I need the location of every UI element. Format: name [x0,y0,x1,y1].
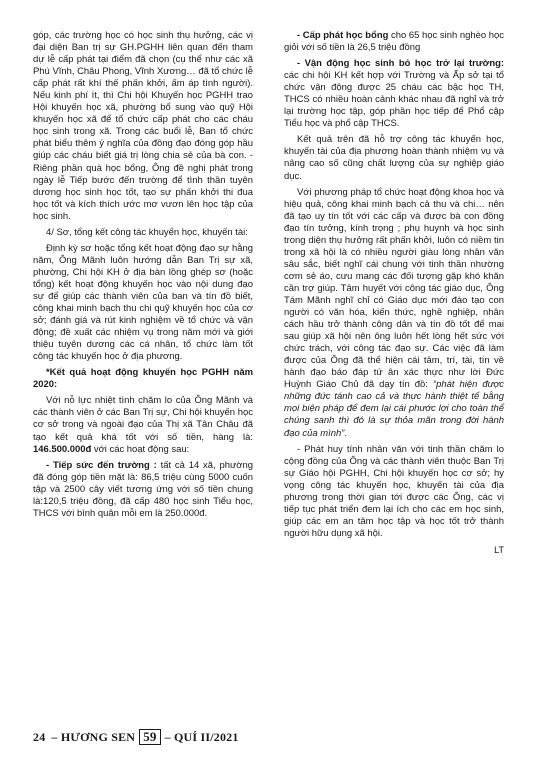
text-run: . [344,427,347,439]
item-label: - Vận động học sinh bỏ học trở lại trường: [297,58,504,70]
text-run: với các hoạt động sau: [91,443,190,455]
total-amount: 146.500.000đ [33,443,92,455]
paragraph: Định kỳ sơ hoặc tổng kết hoạt động đạo sự hằng năm, Ông Mãnh luôn hướng dẫn Ban Trị sự xã, phường, Chi hội KH ở địa bàn lồng ghép sơ (hoặc tổng) kết hoạt động khuyến học vào nội dung đạo sự để giúp các thành viên của ban và tín đồ biết, công khai minh bạch thu chi quỹ khuyến học của cơ sở; đánh giá và rút kinh nghiệm về tổ chức và vận động; đề xuất các nhiệm vụ trong năm mới và giới thiệu tuyên dương các cá nhân, tổ chức làm tốt công tác khuyến học ở địa phương. [33,242,253,363]
left-column [33,30,253,524]
paragraph: - Phát huy tính nhân văn với tinh thần chăm lo cộng đồng của Ông và các thành viên thuộc Ban Trị sự Giáo hội PGHH, Chi hội khuyến học cơ sở; hy vọng công tác khuyến học, khuyến tài của địa phương trong thời gian tới được các Ông, các vị tiếp tục phát triển đem lại ích cho các em học sinh, giúp các em an tâm học tập và học tốt trở thành người hữu dụng xã hội. [284,443,504,539]
section-heading: 4/ Sơ, tổng kết công tác khuyến học, khuyến tài: [46,226,248,238]
paragraph [284,187,504,440]
text-run: cho 65 học sinh nghèo học giỏi với số tiền là 26,5 triệu đồng [284,30,504,54]
right-column [284,30,504,556]
page-number: 24 [33,729,46,744]
footer-dash: – [51,729,58,744]
quote: “phát hiện được những đức tánh cao cả và thực hành thiệt tế bằng mọi biện pháp để đem lại cái phước lợi cho toàn thể chúng sanh thì đó là sự thỏa mãn trong đời hành đạo của mình” [284,379,504,439]
issue-number: 59 [139,729,160,745]
footer-dash: – [164,729,171,744]
text-run: các chi hội KH kết hợp với Trường và Ấp sở tại tổ chức vận động được 25 cháu các bậc học TH, THCS có nhiều hoàn cảnh khác nhau đã nghỉ và trở lại trường học tập, góp phần học tiếp để Phổ cập Tiểu học và phổ cập THCS. [284,70,504,130]
paragraph [284,30,504,54]
item-label: - Tiếp sức đến trường : [46,459,157,471]
text-run: Với phương pháp tổ chức hoạt động khoa học và hiệu quả, công khai minh bạch cả thu và chi… nên đã tạo uy tín tốt với các cấp và được bà con đồng đạo tín tưởng, kính trọng ; phụ huynh và học sinh trong diện thụ hưởng rất phấn khởi, luôn có niềm tin trong xã hội là có nhiều người giàu lòng nhân văn sâu sắc, biết nghĩ cái chung với tinh thần nhường cơm sẻ áo, cưu mang các đối tượng gặp khó khăn cần trợ giúp. Tâm huyết với công tác giáo dục, Ông Tám Mãnh nghĩ chỉ có Giáo dục mới đào tạo con người có văn hóa, kiến thức, nghề nghiệp, nhân cách hầu trở thành công dân và tín đồ tốt để mai sau giúp xã hội nên ông luôn hết lòng hết sức với chức trách, với công tác đạo sự. Các việc đã làm được của Ông đã thể hiện cái tâm, trí, tài, tín về hành đạo báo đáp tứ ân xác thực như lời Đức Huỳnh Giáo Chủ đã dạy tín đồ: [284,186,504,391]
item-label: - Cấp phát học bổng [297,30,389,41]
magazine-name: HƯƠNG SEN [60,729,136,744]
page-footer [33,729,239,745]
paragraph: góp, các trường học có học sinh thụ hưởng, các vị đại diện Ban trị sự GH.PGHH liên quan đến tham dự lễ cấp phát tại điểm đã chọn (cụ thể như các xã Phú Vĩnh, Châu Phong, Vĩnh Xương… đã tổ chức lễ cấp phát rất khí thế phấn khởi, ấm áp tình người). Nếu kinh phí ít, thì Chi hội Khuyến học PGHH trao Hội khuyến học xã, phường bổ sung vào quỹ Hội khuyến học xã để tổ chức cấp phát cho các cháu học sinh trong xã. Trong các buổi lễ, Ban tổ chức phát biểu thêm ý nghĩa của đồng đạo đóng góp hầu giúp các cháu biết giá trị lòng chia sẻ của bà con. - Riêng phần quà học bổng, Ông đề nghị phát trong ngày lễ Tiếp bước đến trường để tình thần tuyên dương học sinh học tốt, tạo sự phấn khởi thi đua học tốt và kích thích ước mơ vươn lên học tập của học sinh. [33,30,253,222]
results-heading: *Kết quả hoạt động khuyến học PGHH năm 2020: [33,367,253,391]
text-run: tất cả 14 xã, phường đã đóng góp tiền mặt là: 86,5 triệu cùng 5000 cuốn tập và 2500 cây viết tương ứng với số tiền chung là:120,5 triệu đồng, đã cấp 480 học sinh Tiểu học, THCS với bình quân mỗi em là 250.000đ. [33,459,253,519]
author-signature: LT [494,544,504,555]
paragraph [33,460,253,520]
paragraph [33,395,253,455]
text-run: Với nỗ lực nhiệt tình chăm lo của Ông Mãnh và các thành viên ở các Ban Trị sự, Chi hội khuyến học cơ sở trong và ngoài đạo của Thị xã Tân Châu đã tạo kết quả khá tốt với số tiền, hàng là: [33,395,253,443]
paragraph [284,58,504,130]
issue-quarter: QUÍ II/2021 [174,729,239,744]
paragraph: Kết quả trên đã hỗ trợ công tác khuyến học, khuyến tài của địa phương hoàn thành nhiệm vụ và nâng cao số cũng chất lượng của sự nghiệp giáo dục. [284,134,504,182]
